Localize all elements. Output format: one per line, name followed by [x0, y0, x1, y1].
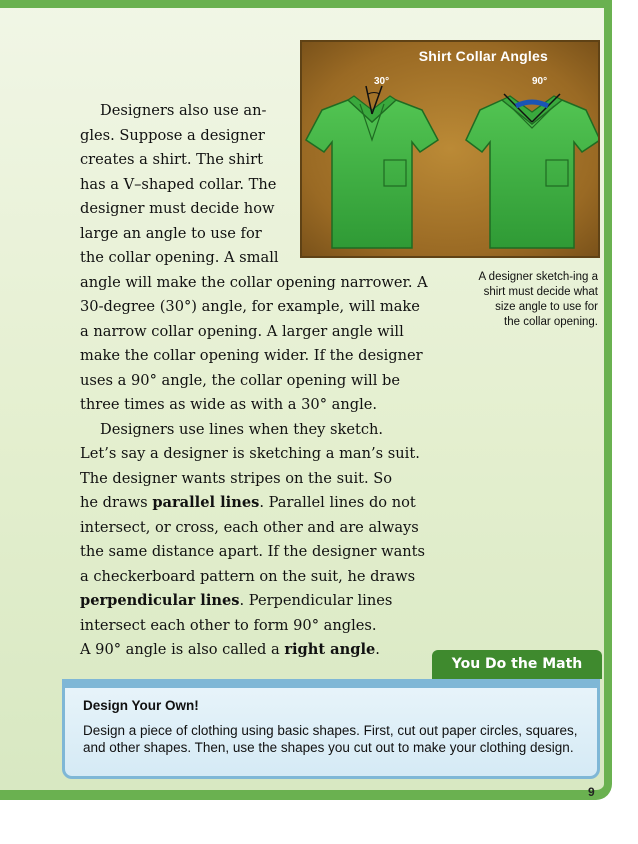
text-line: a narrow collar opening. A larger angle will: [80, 322, 404, 340]
text-line: [80, 491, 428, 516]
activity-text: Design a piece of clothing using basic shapes. First, cut out paper circles, squares, and other shapes. Then, use the shapes you cut out to make your clothing design.: [83, 723, 578, 755]
text-line: the same distance apart. If the designer wants: [80, 543, 426, 560]
text-line: Let’s say a designer is sketching a man’s suit.: [80, 445, 420, 462]
text-line: large an angle to use for: [80, 224, 262, 242]
top-bar: [0, 0, 612, 8]
text-line: [80, 589, 428, 614]
shirt-right: [466, 96, 598, 248]
text-line: angle will make the collar opening narrower. A: [80, 273, 428, 291]
angle-label-90: 90°: [532, 76, 548, 87]
text-line: Designers also use an-: [100, 102, 267, 119]
text-run: A 90° angle is also called a: [80, 641, 285, 658]
term-perpendicular-lines: perpendicular lines: [80, 592, 240, 609]
body-paragraph-1: [80, 99, 428, 663]
text-line: intersect, or cross, each other and are always: [80, 518, 419, 536]
text-line: creates a shirt. The shirt: [80, 151, 263, 168]
text-run: .: [375, 641, 380, 658]
text-line: Designers use lines when they sketch.: [100, 420, 384, 438]
text-line: 30-degree (30°) angle, for example, will make: [80, 298, 420, 315]
term-right-angle: right angle: [284, 641, 376, 658]
activity-box: [62, 679, 600, 779]
text-line: three times as wide as with a 30° angle.: [80, 396, 378, 413]
text-line: uses a 90° angle, the collar opening will be: [80, 371, 400, 389]
text-line: the collar opening. A small: [80, 249, 279, 266]
text-run: he draws: [80, 494, 153, 511]
text-line: gles. Suppose a designer: [80, 126, 265, 144]
you-do-the-math-tab: You Do the Math: [432, 650, 602, 679]
text-line: a checkerboard pattern on the suit, he draws: [80, 567, 416, 585]
figure-title: Shirt Collar Angles: [418, 48, 548, 64]
text-line: designer must decide how: [80, 200, 275, 217]
text-line: intersect each other to form 90° angles.: [80, 616, 377, 634]
activity-title: Design Your Own!: [83, 698, 199, 713]
page-number: 9: [588, 785, 595, 799]
text-run: . Parallel lines do not: [259, 494, 416, 511]
text-line: The designer wants stripes on the suit. So: [80, 469, 393, 487]
activity-box-bar: [65, 682, 597, 688]
text-run: . Perpendicular lines: [239, 592, 393, 609]
angle-label-30: 30°: [374, 76, 390, 87]
figure-caption: A designer sketch-ing a shirt must decide what size angle to use for the collar opening.: [478, 271, 598, 328]
text-line: [80, 638, 428, 663]
term-parallel-lines: parallel lines: [152, 494, 260, 511]
text-line: has a V–shaped collar. The: [80, 175, 277, 193]
text-line: make the collar opening wider. If the designer: [80, 347, 423, 364]
